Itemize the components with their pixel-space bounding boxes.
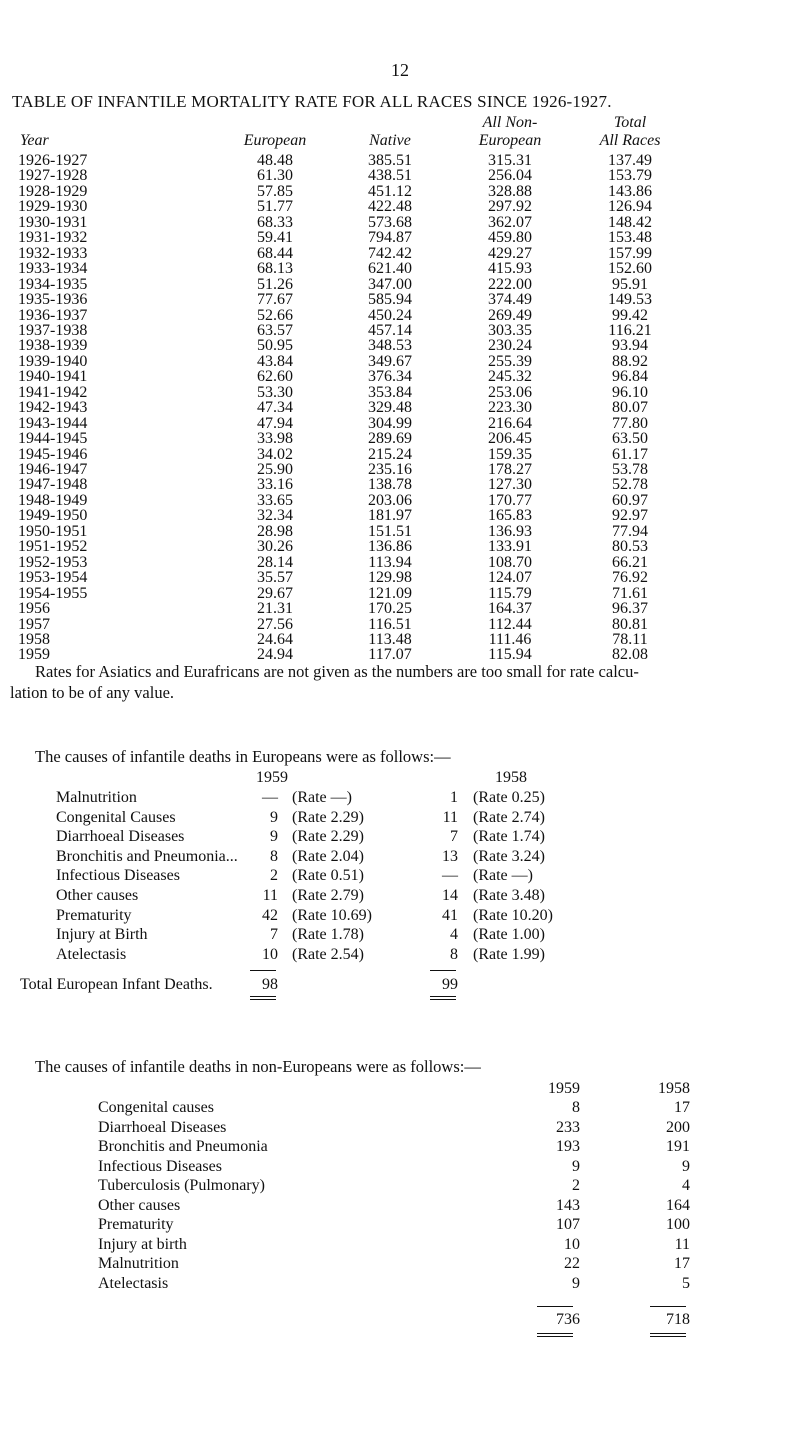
year-cell: 1929-1930 <box>18 198 88 216</box>
european-cause-row <box>0 907 800 927</box>
header-year: Year <box>20 132 49 149</box>
non-european-causes-intro: The causes of infantile deaths in non-Europeans were as follows:— <box>35 1057 481 1076</box>
european-double-rule-1959b <box>250 999 276 1000</box>
cause-label: Diarrhoeal Diseases <box>98 1118 227 1136</box>
european-cell: 51.26 <box>257 275 293 293</box>
non-european-cell: 112.44 <box>488 615 532 633</box>
cause-label: Other causes <box>56 887 139 904</box>
header-non-european-line1: All Non- <box>482 114 538 131</box>
rate-1958: (Rate 3.48) <box>473 887 545 904</box>
count-1958: 100 <box>666 1216 690 1233</box>
year-cell: 1952-1953 <box>18 553 88 571</box>
count-1959: 107 <box>556 1216 580 1233</box>
year-cell: 1953-1954 <box>18 569 88 587</box>
native-cell: 117.07 <box>368 646 412 664</box>
total-cell: 96.37 <box>612 600 648 618</box>
year-cell: 1936-1937 <box>18 306 88 324</box>
european-cell: 33.98 <box>257 430 293 448</box>
total-cell: 96.84 <box>612 368 648 386</box>
rate-1959: (Rate 2.79) <box>292 887 364 904</box>
non-european-cell: 245.32 <box>488 368 532 386</box>
year-cell: 1933-1934 <box>18 260 88 278</box>
native-cell: 129.98 <box>368 569 412 587</box>
non-european-cell: 222.00 <box>488 275 532 293</box>
native-cell: 113.48 <box>368 630 412 648</box>
non-european-total-1958: 718 <box>666 1311 690 1328</box>
native-cell: 329.48 <box>368 399 412 417</box>
total-cell: 82.08 <box>612 646 648 664</box>
non-european-year-1958: 1958 <box>658 1080 690 1097</box>
native-cell: 347.00 <box>368 275 412 293</box>
note-line-2: lation to be of any value. <box>10 683 175 702</box>
rate-1958: (Rate 1.00) <box>473 926 545 944</box>
native-cell: 235.16 <box>368 461 412 478</box>
european-cell: 35.57 <box>257 569 293 587</box>
rate-1958: (Rate 2.74) <box>473 808 545 826</box>
cause-label: Malnutrition <box>98 1255 179 1272</box>
european-cell: 51.77 <box>257 198 293 216</box>
count-1959: 233 <box>556 1118 580 1136</box>
year-cell: 1948-1949 <box>18 491 88 509</box>
rate-1958: (Rate 10.20) <box>473 906 553 924</box>
count-1959: 143 <box>556 1196 580 1214</box>
european-cell: 33.16 <box>257 476 293 494</box>
total-cell: 80.07 <box>612 399 648 417</box>
european-cell: 34.02 <box>257 445 293 463</box>
count-1958: 11 <box>442 808 458 826</box>
count-1958: 11 <box>674 1235 690 1253</box>
year-cell: 1941-1942 <box>18 383 88 401</box>
total-cell: 148.42 <box>608 213 652 231</box>
total-cell: 77.94 <box>612 522 648 540</box>
total-cell: 92.97 <box>612 507 648 525</box>
cause-label: Prematurity <box>98 1216 174 1233</box>
year-cell: 1947-1948 <box>18 476 88 494</box>
non-european-cell: 124.07 <box>488 569 532 587</box>
count-1959: 2 <box>572 1177 580 1194</box>
rate-1958: (Rate 0.25) <box>473 789 545 806</box>
non-european-cause-row <box>0 1197 800 1217</box>
native-cell: 170.25 <box>368 600 412 618</box>
european-cell: 21.31 <box>257 600 293 618</box>
total-cell: 93.94 <box>612 337 648 355</box>
european-year-1958: 1958 <box>495 769 527 786</box>
count-1959: 9 <box>270 808 278 826</box>
table-title: TABLE OF INFANTILE MORTALITY RATE FOR ALL RACES SINCE 1926-1927. <box>12 92 612 111</box>
count-1958: 200 <box>666 1118 690 1136</box>
total-cell: 61.17 <box>612 445 648 463</box>
year-cell: 1944-1945 <box>18 430 88 448</box>
year-cell: 1937-1938 <box>18 321 88 339</box>
non-european-cause-row <box>0 1138 800 1158</box>
total-cell: 137.49 <box>608 152 652 169</box>
rate-1959: (Rate 2.29) <box>292 808 364 826</box>
total-cell: 95.91 <box>612 275 648 293</box>
rate-1958: (Rate —) <box>473 867 533 885</box>
european-cell: 24.64 <box>257 630 293 648</box>
page-number: 12 <box>391 60 409 80</box>
year-cell: 1954-1955 <box>18 584 88 602</box>
count-1959: 11 <box>262 887 278 904</box>
cause-label: Diarrhoeal Diseases <box>56 828 185 846</box>
total-cell: 60.97 <box>612 491 648 509</box>
count-1959: 7 <box>270 926 278 944</box>
non-european-cell: 415.93 <box>488 260 532 278</box>
cause-label: Atelectasis <box>56 945 127 963</box>
non-european-cell: 315.31 <box>488 152 532 169</box>
native-cell: 376.34 <box>368 368 412 386</box>
total-cell: 78.11 <box>612 630 648 648</box>
total-cell: 96.10 <box>612 383 648 401</box>
total-cell: 116.21 <box>608 321 652 339</box>
european-cause-row <box>0 809 800 829</box>
count-1959: 10 <box>262 945 278 963</box>
european-cell: 68.33 <box>257 213 293 231</box>
year-cell: 1926-1927 <box>18 152 88 169</box>
count-1959: 9 <box>270 828 278 846</box>
non-european-cell: 429.27 <box>488 244 532 262</box>
rate-1959: (Rate 2.04) <box>292 847 364 865</box>
total-cell: 77.80 <box>612 414 648 432</box>
non-european-cell: 206.45 <box>488 430 532 448</box>
count-1959: 9 <box>572 1157 580 1175</box>
non-european-cell: 108.70 <box>488 553 532 571</box>
cause-label: Infectious Diseases <box>98 1157 222 1175</box>
count-1958: 8 <box>450 945 458 963</box>
european-cause-row <box>0 789 800 809</box>
rate-1958: (Rate 1.74) <box>473 828 545 846</box>
non-european-cell: 159.35 <box>488 445 532 463</box>
european-cause-row <box>0 926 800 946</box>
count-1959: — <box>262 789 278 806</box>
total-cell: 99.42 <box>612 306 648 324</box>
european-cell: 48.48 <box>257 152 293 169</box>
european-double-rule-1958a <box>430 996 456 997</box>
year-cell: 1940-1941 <box>18 368 88 386</box>
header-total-line2: All Races <box>599 132 661 149</box>
native-cell: 349.67 <box>368 352 412 370</box>
non-european-cell: 459.80 <box>488 229 532 247</box>
native-cell: 573.68 <box>368 213 412 231</box>
european-cell: 59.41 <box>257 229 293 247</box>
year-cell: 1958 <box>18 630 50 648</box>
native-cell: 585.94 <box>368 291 412 309</box>
year-cell: 1946-1947 <box>18 461 88 478</box>
year-cell: 1928-1929 <box>18 182 88 200</box>
count-1959: 9 <box>572 1274 580 1292</box>
non-european-cell: 170.77 <box>488 491 532 509</box>
cause-label: Tuberculosis (Pulmonary) <box>98 1177 265 1194</box>
year-cell: 1934-1935 <box>18 275 88 293</box>
count-1958: 17 <box>674 1099 690 1116</box>
year-cell: 1957 <box>18 615 50 633</box>
year-cell: 1950-1951 <box>18 522 88 540</box>
european-cell: 24.94 <box>257 646 293 664</box>
non-european-cell: 165.83 <box>488 507 532 525</box>
total-cell: 126.94 <box>608 198 652 216</box>
count-1958: 5 <box>682 1274 690 1292</box>
european-cell: 52.66 <box>257 306 293 324</box>
total-cell: 157.99 <box>608 244 652 262</box>
cause-label: Congenital Causes <box>56 808 176 826</box>
non-european-total-1959: 736 <box>556 1311 580 1328</box>
cause-label: Other causes <box>98 1196 181 1214</box>
count-1958: 191 <box>666 1138 690 1155</box>
non-european-cause-row <box>0 1119 800 1139</box>
count-1959: 10 <box>564 1235 580 1253</box>
non-european-double-rule-1959a <box>537 1333 573 1334</box>
native-cell: 203.06 <box>368 491 412 509</box>
non-european-cause-row <box>0 1216 800 1236</box>
european-cell: 68.44 <box>257 244 293 262</box>
rate-1959: (Rate —) <box>292 789 352 806</box>
european-cell: 62.60 <box>257 368 293 386</box>
note-line-1: Rates for Asiatics and Eurafricans are not given as the numbers are too small for rate calcu- <box>35 662 639 681</box>
non-european-cell: 253.06 <box>488 383 532 401</box>
count-1958: 17 <box>674 1255 690 1272</box>
european-cause-row <box>0 887 800 907</box>
european-cell: 29.67 <box>257 584 293 602</box>
total-cell: 76.92 <box>612 569 648 587</box>
year-cell: 1932-1933 <box>18 244 88 262</box>
year-cell: 1931-1932 <box>18 229 88 247</box>
native-cell: 116.51 <box>368 615 412 633</box>
native-cell: 289.69 <box>368 430 412 448</box>
european-cause-row <box>0 946 800 966</box>
rate-1959: (Rate 1.78) <box>292 926 364 944</box>
rate-1959: (Rate 10.69) <box>292 906 372 924</box>
count-1958: 41 <box>442 906 458 924</box>
count-1959: 2 <box>270 867 278 885</box>
total-cell: 153.79 <box>608 167 652 185</box>
non-european-cell: 111.46 <box>488 630 532 648</box>
count-1958: 4 <box>682 1177 690 1194</box>
european-cell: 50.95 <box>257 337 293 355</box>
count-1959: 193 <box>556 1138 580 1155</box>
cause-label: Malnutrition <box>56 789 137 806</box>
european-cell: 27.56 <box>257 615 293 633</box>
native-cell: 348.53 <box>368 337 412 355</box>
rate-1959: (Rate 2.54) <box>292 945 364 963</box>
year-cell: 1959 <box>18 646 50 664</box>
non-european-cell: 374.49 <box>488 291 532 309</box>
non-european-cell: 230.24 <box>488 337 532 355</box>
non-european-year-1959: 1959 <box>548 1080 580 1097</box>
european-cell: 32.34 <box>257 507 293 525</box>
native-cell: 742.42 <box>368 244 412 262</box>
non-european-cell: 178.27 <box>488 461 532 478</box>
year-cell: 1935-1936 <box>18 291 88 309</box>
cause-label: Bronchitis and Pneumonia... <box>56 847 238 865</box>
european-cell: 63.57 <box>257 321 293 339</box>
non-european-cell: 303.35 <box>488 321 532 339</box>
non-european-cell: 256.04 <box>488 167 532 185</box>
total-cell: 149.53 <box>608 291 652 309</box>
cause-label: Atelectasis <box>98 1274 169 1292</box>
rate-1959: (Rate 2.29) <box>292 828 364 846</box>
count-1958: 7 <box>450 828 458 846</box>
native-cell: 450.24 <box>368 306 412 324</box>
header-non-european-line2: European <box>478 132 542 149</box>
non-european-cell: 115.94 <box>488 646 532 664</box>
non-european-sum-rule-1959 <box>537 1306 573 1307</box>
european-cell: 47.94 <box>257 414 293 432</box>
european-sum-rule-1959 <box>250 970 276 971</box>
cause-label: Injury at birth <box>98 1235 187 1253</box>
count-1959: 8 <box>270 847 278 865</box>
total-cell: 80.81 <box>612 615 648 633</box>
non-european-cause-row <box>0 1177 800 1197</box>
cause-label: Bronchitis and Pneumonia <box>98 1138 268 1155</box>
non-european-cell: 127.30 <box>488 476 532 494</box>
non-european-cell: 216.64 <box>488 414 532 432</box>
rate-1959: (Rate 0.51) <box>292 867 364 885</box>
header-total-line1: Total <box>613 114 647 131</box>
count-1959: 8 <box>572 1099 580 1116</box>
european-sum-rule-1958 <box>430 970 456 971</box>
native-cell: 438.51 <box>368 167 412 185</box>
total-cell: 52.78 <box>612 476 648 494</box>
native-cell: 113.94 <box>368 553 412 571</box>
total-cell: 143.86 <box>608 182 652 200</box>
year-cell: 1938-1939 <box>18 337 88 355</box>
european-double-rule-1958b <box>430 999 456 1000</box>
native-cell: 215.24 <box>368 445 412 463</box>
total-cell: 153.48 <box>608 229 652 247</box>
non-european-cause-row <box>0 1236 800 1256</box>
count-1958: 4 <box>450 926 458 944</box>
non-european-cell: 255.39 <box>488 352 532 370</box>
non-european-cause-row <box>0 1255 800 1275</box>
native-cell: 451.12 <box>368 182 412 200</box>
european-year-1959: 1959 <box>256 769 288 786</box>
year-cell: 1927-1928 <box>18 167 88 185</box>
non-european-cell: 115.79 <box>488 584 532 602</box>
european-cell: 28.98 <box>257 522 293 540</box>
count-1959: 42 <box>262 906 278 924</box>
year-cell: 1930-1931 <box>18 213 88 231</box>
native-cell: 136.86 <box>368 538 412 556</box>
count-1958: — <box>442 867 458 885</box>
non-european-cause-row <box>0 1158 800 1178</box>
native-cell: 422.48 <box>368 198 412 216</box>
non-european-cell: 223.30 <box>488 399 532 417</box>
european-total-1959: 98 <box>262 976 278 993</box>
non-european-sum-rule-1958 <box>650 1306 686 1307</box>
european-cell: 43.84 <box>257 352 293 370</box>
year-cell: 1942-1943 <box>18 399 88 417</box>
cause-label: Congenital causes <box>98 1099 214 1116</box>
non-european-double-rule-1958b <box>650 1336 686 1337</box>
european-cell: 25.90 <box>257 461 293 478</box>
total-cell: 71.61 <box>612 584 648 602</box>
non-european-cell: 269.49 <box>488 306 532 324</box>
total-cell: 53.78 <box>612 461 648 478</box>
count-1959: 22 <box>564 1255 580 1272</box>
cause-label: Injury at Birth <box>56 926 148 944</box>
non-european-double-rule-1958a <box>650 1333 686 1334</box>
native-cell: 457.14 <box>368 321 412 339</box>
non-european-cell: 136.93 <box>488 522 532 540</box>
european-double-rule-1959a <box>250 996 276 997</box>
native-cell: 353.84 <box>368 383 412 401</box>
european-cell: 68.13 <box>257 260 293 278</box>
european-cell: 33.65 <box>257 491 293 509</box>
non-european-cause-row <box>0 1099 800 1119</box>
year-cell: 1943-1944 <box>18 414 88 432</box>
total-cell: 80.53 <box>612 538 648 556</box>
year-cell: 1956 <box>18 600 50 618</box>
total-cell: 152.60 <box>608 260 652 278</box>
european-cell: 30.26 <box>257 538 293 556</box>
native-cell: 304.99 <box>368 414 412 432</box>
european-cell: 53.30 <box>257 383 293 401</box>
year-cell: 1951-1952 <box>18 538 88 556</box>
native-cell: 181.97 <box>368 507 412 525</box>
native-cell: 385.51 <box>368 152 412 169</box>
count-1958: 1 <box>450 789 458 806</box>
rate-1958: (Rate 1.99) <box>473 945 545 963</box>
european-cell: 28.14 <box>257 553 293 571</box>
european-cell: 47.34 <box>257 399 293 417</box>
non-european-cause-row <box>0 1275 800 1295</box>
non-european-cell: 297.92 <box>488 198 532 216</box>
cause-label: Prematurity <box>56 906 132 924</box>
european-cell: 77.67 <box>257 291 293 309</box>
non-european-cell: 328.88 <box>488 182 532 200</box>
native-cell: 151.51 <box>368 522 412 540</box>
total-cell: 63.50 <box>612 430 648 448</box>
european-cell: 57.85 <box>257 182 293 200</box>
count-1958: 13 <box>442 847 458 865</box>
rate-1958: (Rate 3.24) <box>473 847 545 865</box>
count-1958: 14 <box>442 887 458 904</box>
year-cell: 1939-1940 <box>18 352 88 370</box>
european-cause-row <box>0 828 800 848</box>
european-total-label: Total European Infant Deaths. <box>20 976 213 993</box>
non-european-cell: 164.37 <box>488 600 532 618</box>
total-cell: 66.21 <box>612 553 648 571</box>
native-cell: 794.87 <box>368 229 412 247</box>
non-european-double-rule-1959b <box>537 1336 573 1337</box>
year-cell: 1945-1946 <box>18 445 88 463</box>
count-1958: 164 <box>666 1196 690 1214</box>
non-european-cell: 362.07 <box>488 213 532 231</box>
european-cause-row <box>0 867 800 887</box>
european-total-1958: 99 <box>442 976 458 993</box>
header-european: European <box>243 132 307 149</box>
european-cause-row <box>0 848 800 868</box>
header-native: Native <box>369 132 411 149</box>
european-cell: 61.30 <box>257 167 293 185</box>
native-cell: 621.40 <box>368 260 412 278</box>
total-cell: 88.92 <box>612 352 648 370</box>
native-cell: 121.09 <box>368 584 412 602</box>
native-cell: 138.78 <box>368 476 412 494</box>
non-european-cell: 133.91 <box>488 538 532 556</box>
count-1958: 9 <box>682 1157 690 1175</box>
year-cell: 1949-1950 <box>18 507 88 525</box>
european-causes-intro: The causes of infantile deaths in Europeans were as follows:— <box>35 747 451 766</box>
cause-label: Infectious Diseases <box>56 867 180 885</box>
